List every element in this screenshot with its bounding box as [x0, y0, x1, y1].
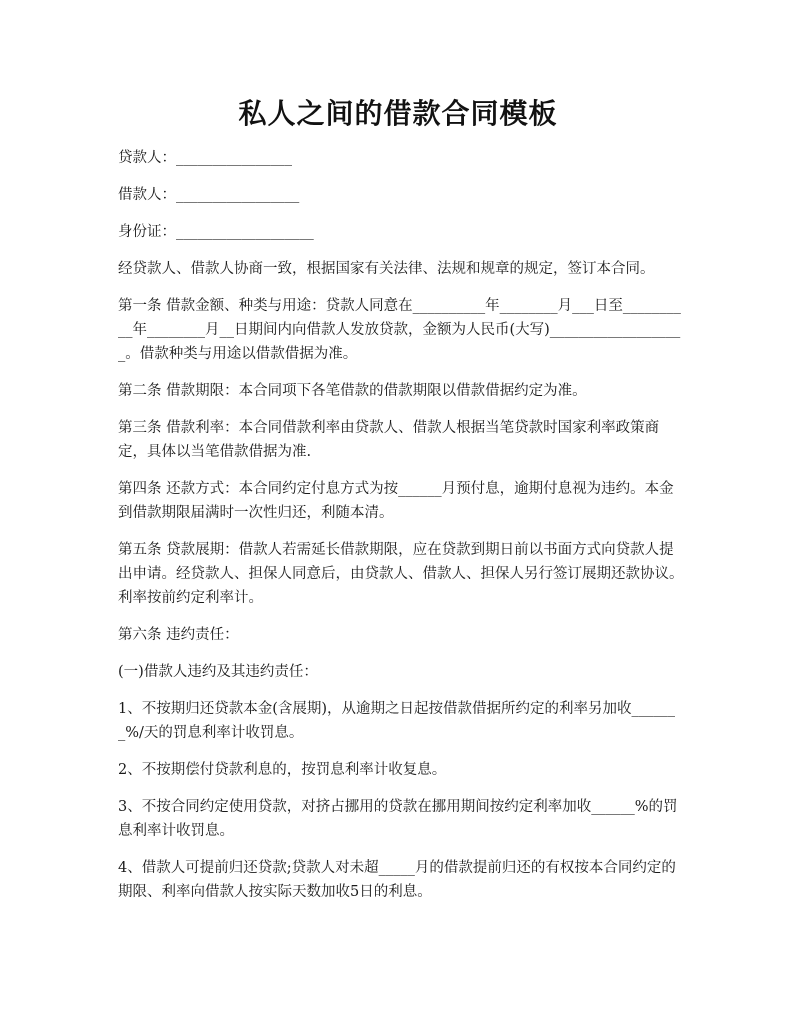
clause-3-paragraph: 3、不按合同约定使用贷款，对挤占挪用的贷款在挪用期间按约定利率加收______%的罚息利率计收罚息。 [118, 799, 678, 839]
section-1-heading: (一)借款人违约及其违约责任： [118, 664, 318, 680]
article-2-paragraph: 第二条 借款期限：本合同项下各笔借款的借款期限以借款借据约定为准。 [118, 383, 587, 399]
article-3-paragraph: 第三条 借款利率：本合同借款利率由贷款人、借款人根据当笔贷款时国家利率政策商定，具体以当笔借款借据为准. [118, 420, 660, 460]
clause-2-paragraph: 2、不按期偿付贷款利息的，按罚息利率计收复息。 [118, 762, 447, 778]
clause-4-paragraph: 4、借款人可提前归还贷款;贷款人对未超_____月的借款提前归还的有权按本合同约定的期限、利率向借款人按实际天数加收5日的利息。 [118, 860, 676, 900]
lender-line: 贷款人：________________ [118, 150, 292, 166]
article-1-paragraph: 第一条 借款金额、种类与用途：贷款人同意在__________年________月___日至__________年________月__日期间内向借款人发放贷款，金额为人民币(大写)___________________。借款种类与用途以借款借据为准。 [118, 298, 681, 362]
preamble-paragraph: 经贷款人、借款人协商一致，根据国家有关法律、法规和规章的规定，签订本合同。 [118, 261, 655, 277]
document-title: 私人之间的借款合同模板 [238, 97, 558, 130]
article-6-heading: 第六条 违约责任： [118, 627, 239, 643]
clause-1-paragraph: 1、不按期归还贷款本金(含展期)，从逾期之日起按借款借据所约定的利率另加收_______%/天的罚息利率计收罚息。 [118, 701, 676, 741]
document-body [118, 146, 684, 917]
article-4-paragraph: 第四条 还款方式：本合同约定付息方式为按______月预付息，逾期付息视为违约。本金到借款期限届满时一次性归还，利随本清。 [118, 481, 674, 521]
borrower-line: 借款人：_________________ [118, 187, 300, 203]
article-5-paragraph: 第五条 贷款展期：借款人若需延长借款期限，应在贷款到期日前以书面方式向贷款人提出申请。经贷款人、担保人同意后，由贷款人、借款人、担保人另行签订展期还款协议。利率按前约定利率计。 [118, 542, 684, 606]
id-number-line: 身份证：___________________ [118, 224, 314, 240]
